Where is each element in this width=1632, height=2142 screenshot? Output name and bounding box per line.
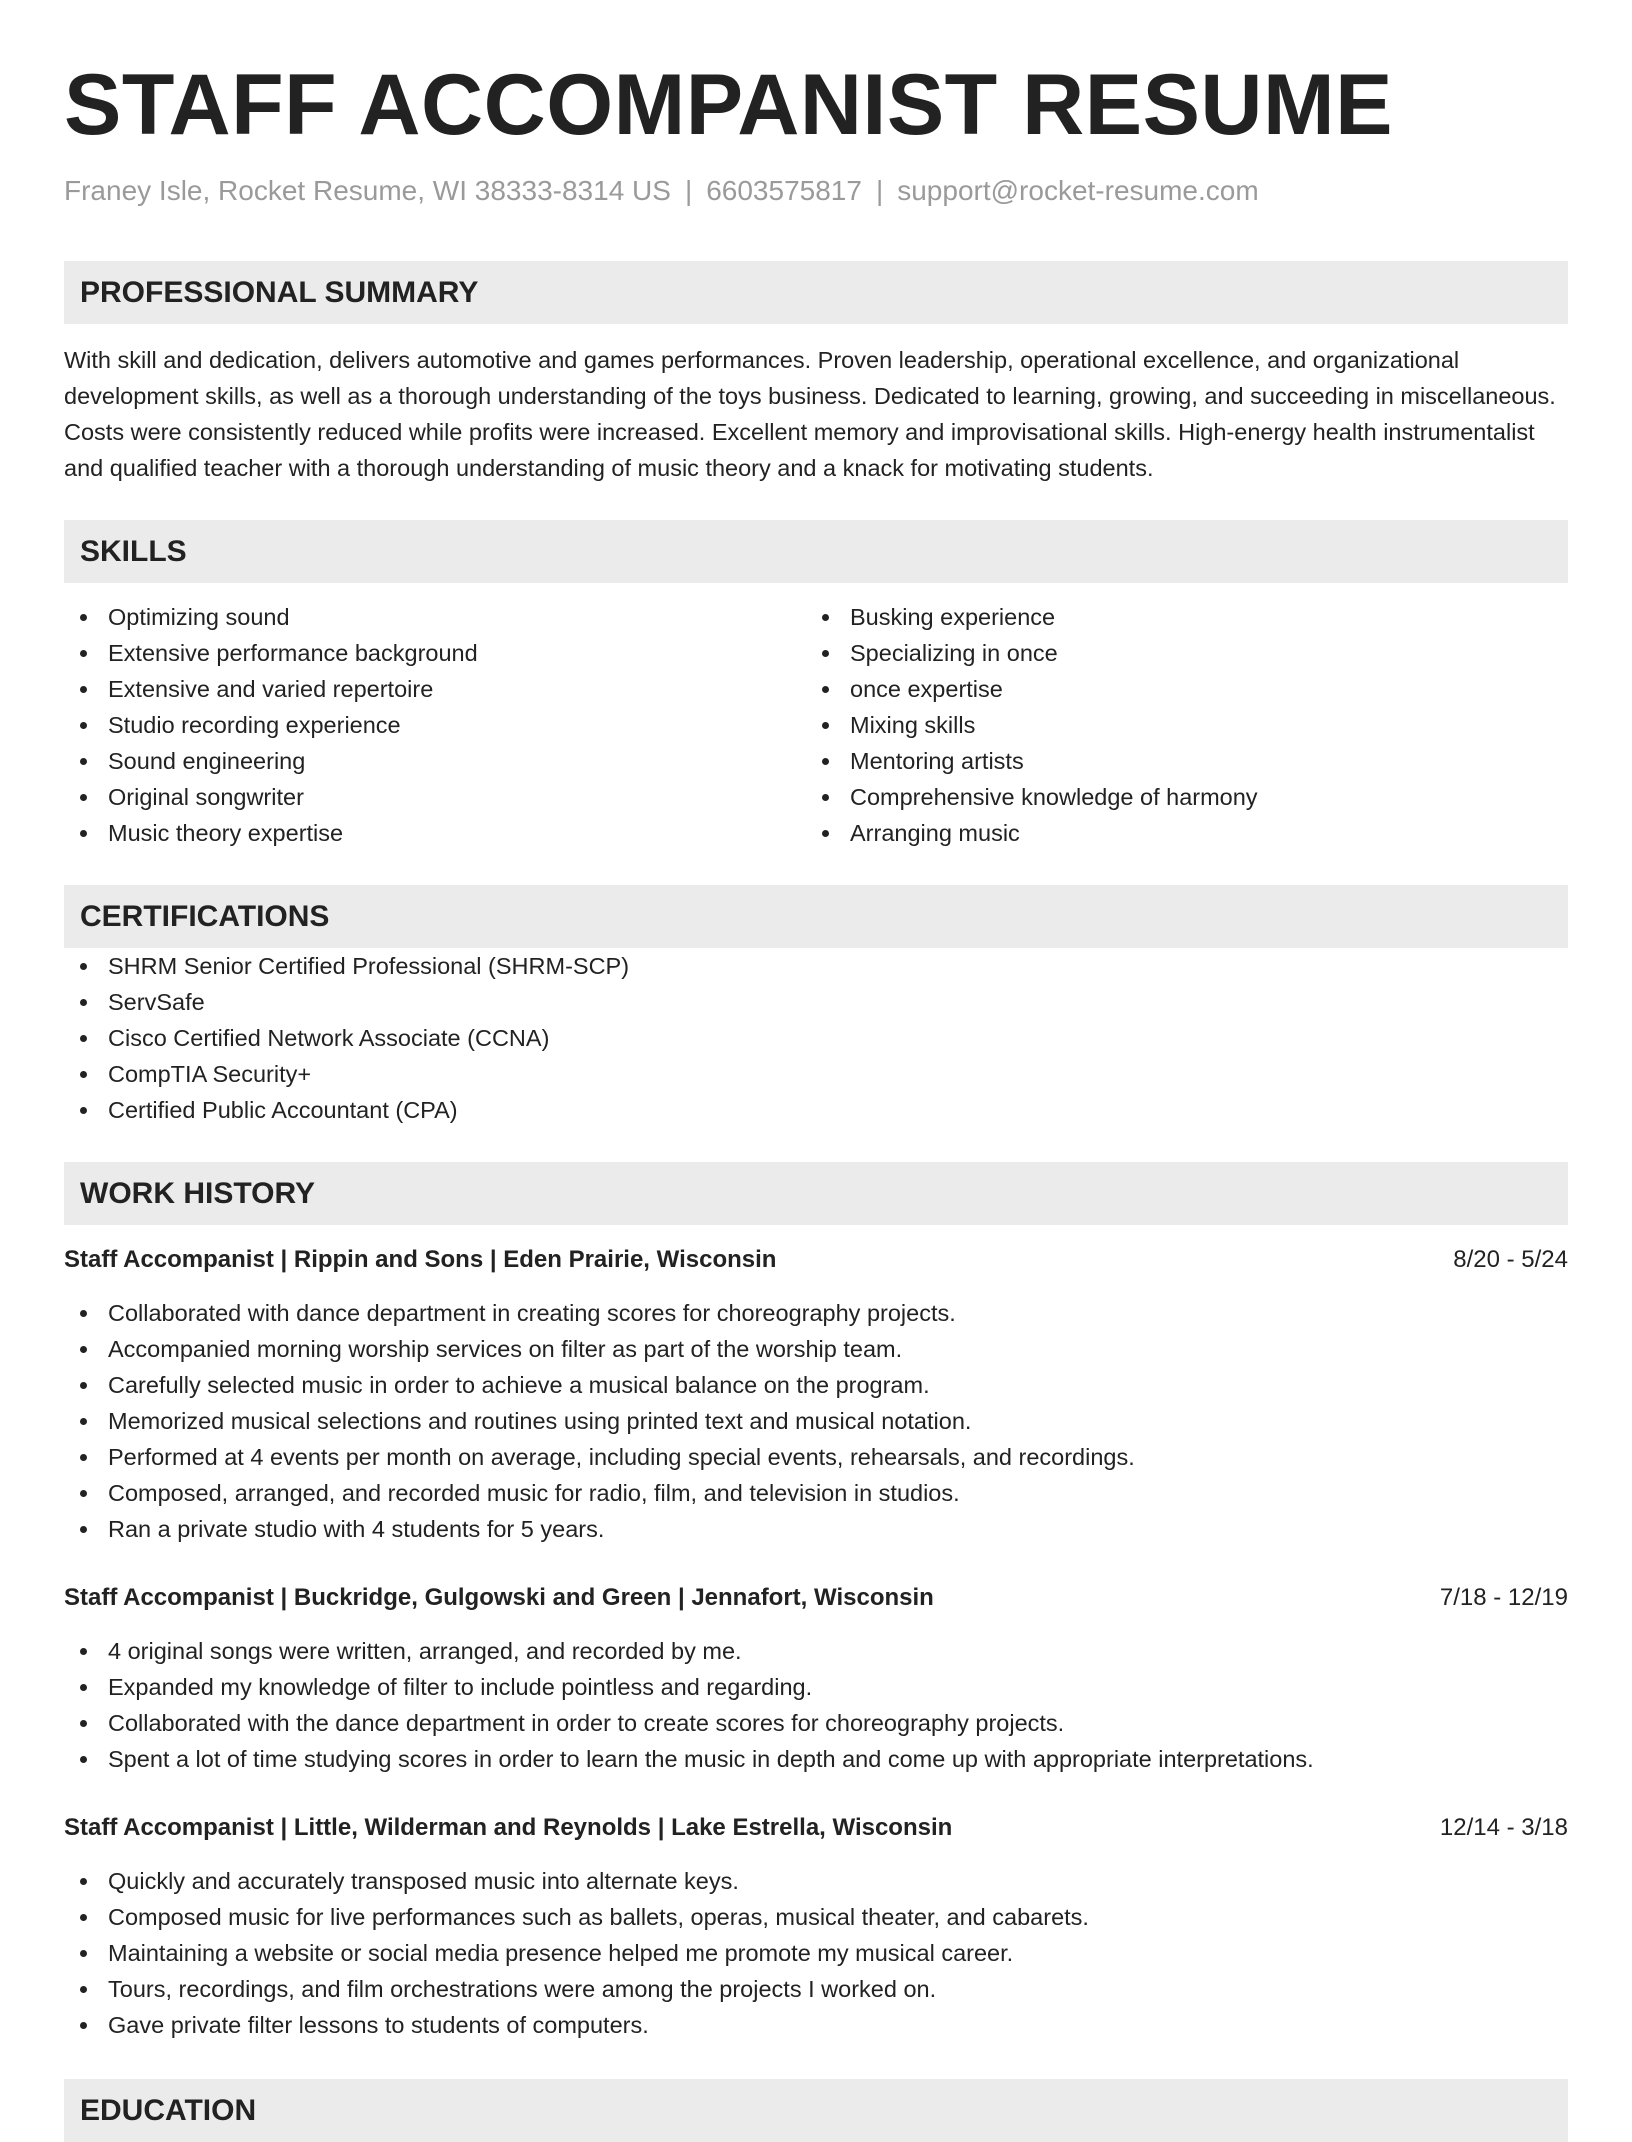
- section-header-education: [64, 2079, 1568, 2142]
- job-bullet: Expanded my knowledge of filter to include pointless and regarding.: [64, 1669, 1568, 1705]
- certification-item: CompTIA Security+: [64, 1056, 1568, 1092]
- skill-item: Mixing skills: [806, 707, 1548, 743]
- job-bullets: [64, 1295, 1568, 1547]
- job-header: [64, 1243, 1568, 1277]
- job-bullet: Quickly and accurately transposed music into alternate keys.: [64, 1863, 1568, 1899]
- job-dates: 12/14 - 3/18: [1439, 1814, 1568, 1841]
- job-bullet: Composed, arranged, and recorded music for radio, film, and television in studios.: [64, 1475, 1568, 1511]
- resume-page: [64, 0, 1568, 2142]
- job-bullets: [64, 1633, 1568, 1777]
- skill-item: Extensive and varied repertoire: [64, 671, 806, 707]
- certification-item: Cisco Certified Network Associate (CCNA): [64, 1020, 1568, 1056]
- resume-title: STAFF ACCOMPANIST RESUME: [64, 57, 1394, 153]
- contact-email: support@rocket-resume.com: [897, 175, 1259, 206]
- job-header: [64, 1581, 1568, 1615]
- job-bullet: Performed at 4 events per month on average, including special events, rehearsals, and recordings.: [64, 1439, 1568, 1475]
- job-bullet: Collaborated with the dance department in order to create scores for choreography projects.: [64, 1705, 1568, 1741]
- skill-item: Extensive performance background: [64, 635, 806, 671]
- certification-item: Certified Public Accountant (CPA): [64, 1092, 1568, 1128]
- contact-separator: |: [875, 175, 884, 206]
- job-bullet: Tours, recordings, and film orchestrations were among the projects I worked on.: [64, 1971, 1568, 2007]
- job-title: Staff Accompanist | Buckridge, Gulgowski and Green | Jennafort, Wisconsin: [64, 1584, 934, 1611]
- job-bullet: Carefully selected music in order to achieve a musical balance on the program.: [64, 1367, 1568, 1403]
- skill-item: Specializing in once: [806, 635, 1548, 671]
- section-title: SKILLS: [80, 534, 187, 568]
- skill-item: Busking experience: [806, 599, 1548, 635]
- job-bullet: Maintaining a website or social media presence helped me promote my musical career.: [64, 1935, 1568, 1971]
- skill-item: Studio recording experience: [64, 707, 806, 743]
- job-dates: 7/18 - 12/19: [1439, 1584, 1568, 1611]
- job-bullet: Collaborated with dance department in creating scores for choreography projects.: [64, 1295, 1568, 1331]
- job-bullet: Gave private filter lessons to students of computers.: [64, 2007, 1568, 2043]
- job-bullet: Accompanied morning worship services on filter as part of the worship team.: [64, 1331, 1568, 1367]
- contact-line: [64, 173, 1568, 209]
- job-entry: [64, 1811, 1568, 2043]
- skills-grid: [64, 599, 1568, 851]
- summary-text: With skill and dedication, delivers automotive and games performances. Proven leadership, operational excellence, and organizational development skills, as well as a thorough understanding of the toys business. Dedicated to learning, growing, and succeeding in miscellaneous. Costs were consistently reduced while profits were increased. Excellent memory and improvisational skills. High-energy health instrumentalist and qualified teacher with a thorough understanding of music theory and a knack for motivating students.: [64, 347, 1556, 481]
- section-header-summary: [64, 261, 1568, 324]
- skill-item: Comprehensive knowledge of harmony: [806, 779, 1548, 815]
- section-header-work-history: [64, 1162, 1568, 1225]
- section-title: WORK HISTORY: [80, 1176, 316, 1210]
- job-bullets: [64, 1863, 1568, 2043]
- job-bullet: Memorized musical selections and routines using printed text and musical notation.: [64, 1403, 1568, 1439]
- job-title: Staff Accompanist | Rippin and Sons | Eden Prairie, Wisconsin: [64, 1246, 777, 1273]
- section-header-certifications: [64, 885, 1568, 948]
- section-header-skills: [64, 520, 1568, 583]
- skill-item: Arranging music: [806, 815, 1548, 851]
- skill-item: Original songwriter: [64, 779, 806, 815]
- skill-item: Mentoring artists: [806, 743, 1548, 779]
- contact-separator: |: [684, 175, 693, 206]
- certification-item: SHRM Senior Certified Professional (SHRM-SCP): [64, 948, 1568, 984]
- job-entry: [64, 1581, 1568, 1777]
- skill-item: once expertise: [806, 671, 1548, 707]
- section-title: EDUCATION: [80, 2093, 257, 2127]
- skill-item: Optimizing sound: [64, 599, 806, 635]
- job-bullet: 4 original songs were written, arranged, and recorded by me.: [64, 1633, 1568, 1669]
- skills-column-right: [806, 599, 1548, 851]
- job-bullet: Spent a lot of time studying scores in order to learn the music in depth and come up with appropriate interpretations.: [64, 1741, 1568, 1777]
- job-bullet: Ran a private studio with 4 students for 5 years.: [64, 1511, 1568, 1547]
- skills-list-right: [806, 599, 1548, 851]
- job-header: [64, 1811, 1568, 1845]
- skills-column-left: [64, 599, 806, 851]
- certification-item: ServSafe: [64, 984, 1568, 1020]
- section-title: CERTIFICATIONS: [80, 899, 330, 933]
- certifications-list: [64, 948, 1568, 1128]
- job-entry: [64, 1243, 1568, 1547]
- section-title: PROFESSIONAL SUMMARY: [80, 275, 479, 309]
- job-title: Staff Accompanist | Little, Wilderman and Reynolds | Lake Estrella, Wisconsin: [64, 1814, 953, 1841]
- skill-item: Music theory expertise: [64, 815, 806, 851]
- job-dates: 8/20 - 5/24: [1453, 1246, 1568, 1273]
- skill-item: Sound engineering: [64, 743, 806, 779]
- skills-list-left: [64, 599, 806, 851]
- contact-phone: 6603575817: [706, 175, 862, 206]
- job-bullet: Composed music for live performances such as ballets, operas, musical theater, and cabarets.: [64, 1899, 1568, 1935]
- contact-address: Franey Isle, Rocket Resume, WI 38333-8314 US: [64, 175, 671, 206]
